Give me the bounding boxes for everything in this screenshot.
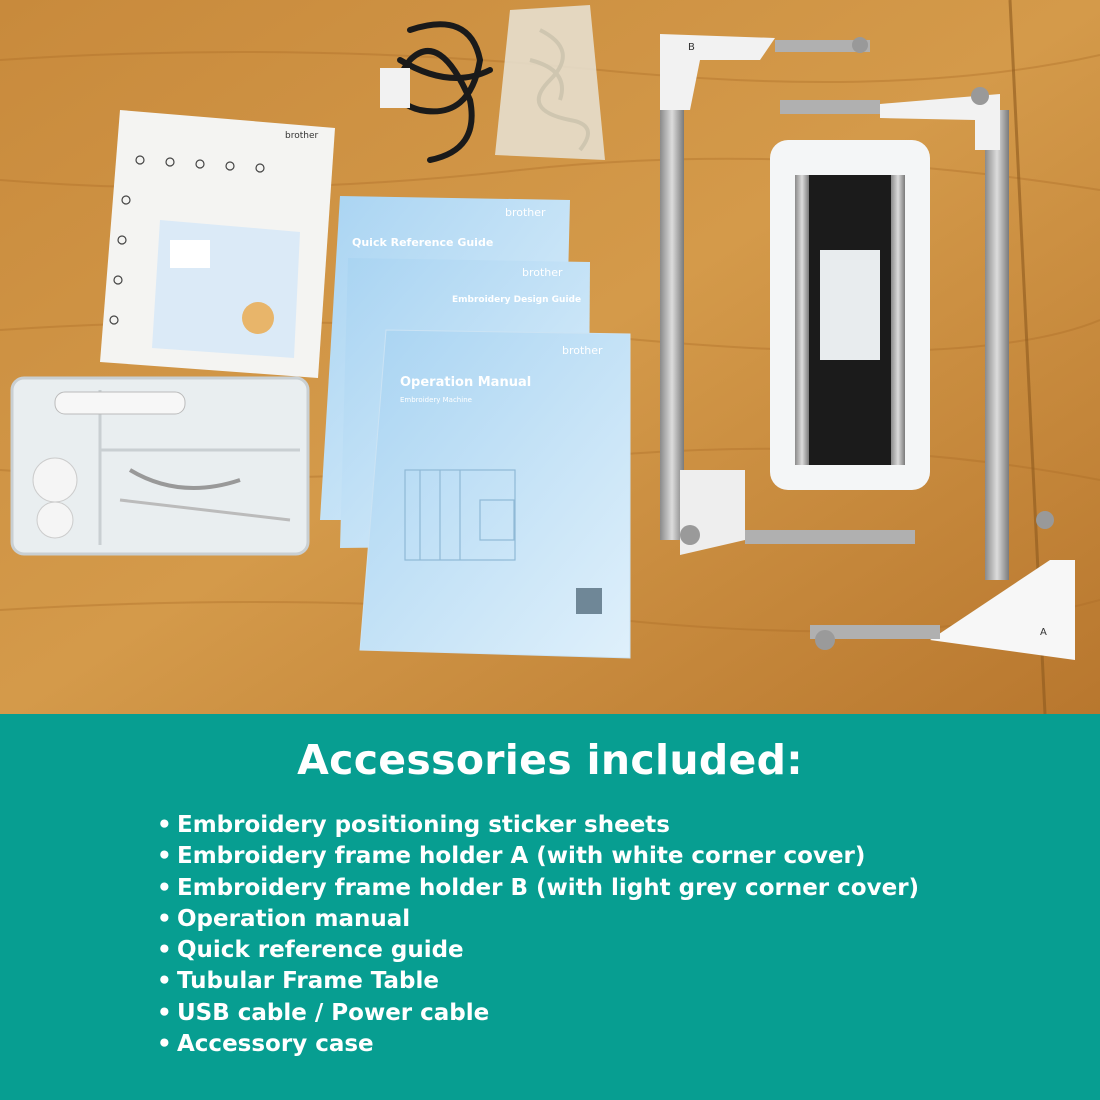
list-item (157, 841, 919, 872)
list-item-label: Embroidery positioning sticker sheets (177, 812, 670, 838)
holder-b-label: B (688, 42, 695, 53)
list-item-label: Accessory case (177, 1031, 374, 1058)
design-guide-title: Embroidery Design Guide (452, 295, 582, 305)
accessory-case (12, 378, 308, 554)
bullet: • (157, 905, 172, 932)
bullet: • (157, 874, 172, 901)
power-plug (380, 68, 410, 108)
list-item (157, 1029, 919, 1060)
operation-manual (360, 330, 630, 658)
accessories-banner (0, 714, 1100, 1100)
bullet: • (157, 999, 172, 1026)
quick-reference-title: Quick Reference Guide (352, 236, 494, 249)
list-item-label: Embroidery frame holder B (with light grey corner cover) (177, 874, 920, 901)
list-item-label: Quick reference guide (177, 937, 464, 964)
bullet: • (157, 937, 172, 964)
list-item-label: USB cable / Power cable (177, 999, 490, 1026)
bullet: • (157, 812, 172, 838)
operation-manual-subtitle: Embroidery Machine (400, 396, 472, 404)
operation-manual-brand: brother (562, 344, 603, 357)
bullet: • (157, 968, 172, 995)
list-item (157, 966, 919, 997)
sheet-brand-text: brother (285, 131, 319, 141)
bullet: • (157, 843, 172, 870)
list-item (157, 810, 919, 841)
list-item-label: Tubular Frame Table (177, 968, 439, 995)
qr-code (576, 588, 602, 614)
list-item-label: Operation manual (177, 905, 411, 932)
tubular-frame-table (770, 140, 930, 490)
operation-manual-title: Operation Manual (400, 375, 532, 390)
usb-cable (495, 5, 605, 160)
accessories-list (157, 810, 919, 1060)
list-item (157, 935, 919, 966)
design-guide-brand: brother (522, 266, 563, 279)
quick-reference-brand: brother (505, 206, 546, 219)
list-item (157, 873, 919, 904)
sticker-sheets (100, 110, 335, 378)
bullet: • (157, 1031, 172, 1058)
holder-a-label: A (1040, 627, 1047, 638)
accessories-heading: Accessories included: (297, 736, 803, 784)
list-item (157, 998, 919, 1029)
list-item (157, 904, 919, 935)
list-item-label: Embroidery frame holder A (with white corner cover) (177, 843, 866, 870)
